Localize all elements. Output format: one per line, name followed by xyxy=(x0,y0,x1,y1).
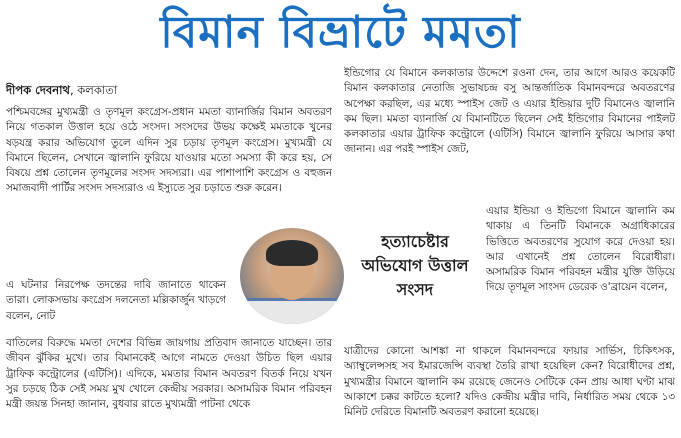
photo-with-pull-quote xyxy=(228,222,484,332)
byline-location: , কলকাতা xyxy=(69,83,118,97)
article-column-right-narrow xyxy=(486,204,675,340)
article-paragraph-left-bottom: বাতিলের বিরুদ্ধে মমতা দেশের বিভিন্ন জায়গায় প্রতিবাদ জানাতে যাচ্ছেন। তার জীবন ঝুঁকির মুখে। তার বিমানকেই আগে নামতে দেওয়া উচিত ছিল এয়ার ট্রাফিক কন্ট্রোলের (এটিসি)। এদিকে, মমতার বিমান অবতরণ বিতর্ক নিয়ে যখন সুর চড়ছে ঠিক সেই সময় মুখ খোলে কেন্দ্রীয় সরকার। অসামরিক বিমান পরিবহন মন্ত্রী জয়ন্ত সিনহা জানান, বুধবার রাতে মুখ্যমন্ত্রী পাটনা থেকে xyxy=(6,337,332,411)
article-paragraph-left: পশ্চিমবঙ্গের মুখ্যমন্ত্রী ও তৃণমূল কংগ্রেস-প্রধান মমতা ব্যানার্জির বিমান অবতরণ নিয়ে গতকাল উত্তাল হয়ে ওঠে সংসদ। সংসদের উভয় কক্ষেই মমতাকে খুনের ষড়যন্ত্র করার অভিযোগ তুলে এদিন সুর চড়ায় তৃণমূল কংগ্রেস। মুখ্যমন্ত্রী যে বিমানে ছিলেন, সেখানে জ্বালানি ফুরিয়ে যাওয়ার মতো সমস্যা কী করে হয়, সে বিষয়ে প্রশ্ন তোলেন তৃণমূলের সংসদ সদস্যরা। এর পাশাপাশি কংগ্রেস ও বহুজন সমাজবাদী পার্টির সংসদ সদস্যরাও এ ইস্যুতে সুর চড়াতে শুরু করেন। xyxy=(6,106,332,195)
article-paragraph-right-top: ইন্ডিগোর যে বিমানে কলকাতার উদ্দেশে রওনা দেন, তার আগে আরও কয়েকটি বিমান কলকাতার নেতাজি সুভাষচন্দ্র বসু আন্তর্জাতিক বিমানবন্দরে অবতরণের অপেক্ষা করছিল, এর মধ্যে স্পাইস জেট ও এয়ার ইন্ডিয়ার দুটি বিমানেও জ্বালানি কম ছিল। মমতা ব্যানার্জি যে বিমানটিতে ছিলেন সেই ইন্ডিগোর বিমানের পাইলট কলকাতার এয়ার ট্রাফিক কন্ট্রোলে (এটিসি) বিমানে জ্বালানি ফুরিয়ে আসার কথা জানান। এর পরই স্পাইস জেট, xyxy=(344,67,675,156)
article-paragraph-right-narrow: এয়ার ইন্ডিয়া ও ইন্ডিগো বিমানে জ্বালানি কম থাকায় এ তিনটি বিমানকে অগ্রাধিকারের ভিত্তিতে অবতরণের সুযোগ করে দেওয়া হয়। আর এখানেই প্রশ্ন তোলেন বিরোধীরা। অসামরিক বিমান পরিবহন মন্ত্রীর যুক্তি উড়িয়ে দিয়ে তৃণমূল সাংসদ ডেরেক ও'ব্রায়েন বলেন, xyxy=(486,205,675,294)
byline-author: দীপক দেবনাথ xyxy=(6,83,70,97)
article-column-left-narrow xyxy=(6,278,226,334)
headline: বিমান বিভ্রাটে মমতা xyxy=(160,7,521,58)
article-column-right-top xyxy=(344,66,675,202)
article-paragraph-right-bottom: যাত্রীদের কোনো আশঙ্কা না থাকলে বিমানবন্দরে ফায়ার সার্ভিস, চিকিৎসক, অ্যাম্বুলেন্সসহ সব ইমারজেন্সি ব্যবস্থা তৈরি রাখা হয়েছিল কেন? বিরোধীদের প্রশ্ন, মুখ্যমন্ত্রীর বিমানে জ্বালানি কম রয়েছে জেনেও সেটিকে কেন প্রায় আধা ঘণ্টা মাঝ আকাশে চক্কর কাটতে হলো? যদিও কেন্দ্রীয় মন্ত্রীর দাবি, নির্ধারিত সময় থেকে ১৩ মিনিট দেরিতে বিমানটি অবতরণ করানো হয়েছে। xyxy=(344,345,675,419)
portrait-hair xyxy=(266,240,318,266)
article-column-right-bottom xyxy=(344,344,675,436)
byline xyxy=(6,82,117,101)
portrait-photo xyxy=(240,228,344,324)
pull-quote: হত্যাচেষ্টার অভিযোগ উত্তাল সংসদ xyxy=(361,232,469,299)
article-paragraph-left-narrow: এ ঘটনার নিরপেক্ষ তদন্তের দাবি জানাতে থাকেন তারা। লোকসভায় কংগ্রেস দলনেতা মল্লিকার্জুন খাড়গে বলেন, নোট xyxy=(6,279,226,322)
article-column-left-bottom xyxy=(6,336,332,436)
portrait-saree xyxy=(240,298,344,324)
